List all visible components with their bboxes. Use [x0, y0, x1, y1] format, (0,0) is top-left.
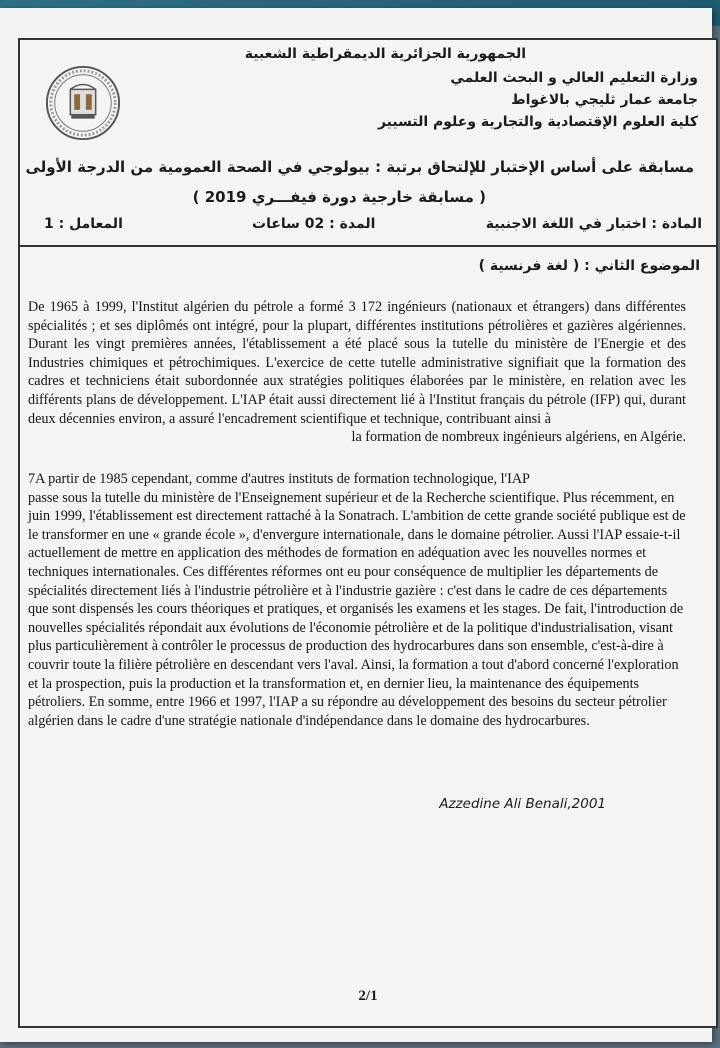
ministry-name: وزارة التعليم العالي و البحث العلمي [450, 70, 698, 86]
faculty-name: كلية العلوم الإقتصادية والتجارية وعلوم التسيير [377, 114, 698, 130]
exam-frame [18, 38, 718, 1028]
page-number: 2/1 [358, 988, 378, 1004]
exam-info-row [20, 216, 716, 240]
university-logo-icon [44, 64, 122, 142]
paragraph-2-text: passe sous la tutelle du ministère de l'Enseignement supérieur et de la Recherche scientifique. Plus récemment, en juin 1999, l'établissement est directement rattaché à la Sonatrach. L'ambition de cette grande société publique est de le transformer en une « grande école », d'envergure internationale, dans le domaine pétrolier. Aussi l'IAP essaie-t-il actuellement de mettre en application des méthodes de formation en adéquation avec les nouvelles normes et techniques internationales. Ces différentes réformes ont eu pour conséquence de multiplier les départements de spécialités directement liés à l'industrie pétrolière et à l'industrie gazière : c'est dans le cadre de ces départements que sont dispensés les cours théoriques et pratiques, et organisés les examens et les stages. De fait, l'introduction de nouvelles spécialités répondait aux évolutions de l'économie pétrolière et de la politique d'industrialisation, visant plus particulièrement à contrôler le processus de production des hydrocarbures dans son ensemble, c'est-à-dire à couvrir toute la filière pétrolière en descendant vers l'aval. Ainsi, la formation a tout d'abord concerné l'exploration et la prospection, puis la production et la transformation et, en dernier lieu, la maintenance des équipements pétroliers. En somme, entre 1966 et 1997, l'IAP a su répondre au développement des besoins du secteur pétrolier algérien dans le cadre d'une stratégie nationale d'indépendance dans le domaine des hydrocarbures. [28, 489, 686, 729]
paragraph-1 [28, 298, 686, 447]
contest-title: مسابقة على أساس الإختبار للإلتحاق برتبة : بيولوجي في الصحة العمومية من الدرجة الأولى [25, 158, 694, 176]
paragraph-2 [28, 470, 686, 730]
paragraph-2-first-line: 7A partir de 1985 cependant, comme d'autres instituts de formation technologique, l'IAP [28, 471, 530, 487]
topic-heading: الموضوع الثاني : ( لغة فرنسية ) [478, 258, 700, 274]
exam-coefficient: المعامل : 1 [44, 216, 123, 232]
exam-duration: المدة : 02 ساعات [252, 216, 376, 232]
contest-session: ( مسابقة خارجية دورة فيفـــري 2019 ) [192, 188, 486, 206]
paragraph-1-end: la formation de nombreux ingénieurs algériens, en Algérie. [351, 429, 686, 446]
exam-subject: المادة : اختبار في اللغة الاجنبية [485, 216, 702, 232]
author-citation: Azzedine Ali Benali,2001 [439, 796, 606, 812]
university-name: جامعة عمار ثليجي بالاغواط [511, 92, 698, 108]
republic-title: الجمهورية الجزائرية الديمقراطية الشعبية [244, 46, 526, 62]
exam-header [20, 40, 716, 247]
paragraph-1-text: De 1965 à 1999, l'Institut algérien du pétrole a formé 3 172 ingénieurs (nationaux et étrangers) dans différentes spécialités ; et ses diplômés ont intégré, pour la plupart, différentes institutions pétrolières et gazières algériennes. Durant les vingt premières années, l'établissement a été placé sous la tutelle du ministère de l'Energie et des Industries chimiques et pétrochimiques. L'exercice de cette tutelle administrative signifiait que la formation des cadres et techniciens était subordonnée aux stratégies politiques élaborées par le ministère, en relation avec les différents plans de développement. L'IAP était aussi directement lié à l'Institut français du pétrole (IFP) qui, durant deux décennies environ, a assuré l'encadrement scientifique et technique, contribuant ainsi à [28, 299, 686, 427]
